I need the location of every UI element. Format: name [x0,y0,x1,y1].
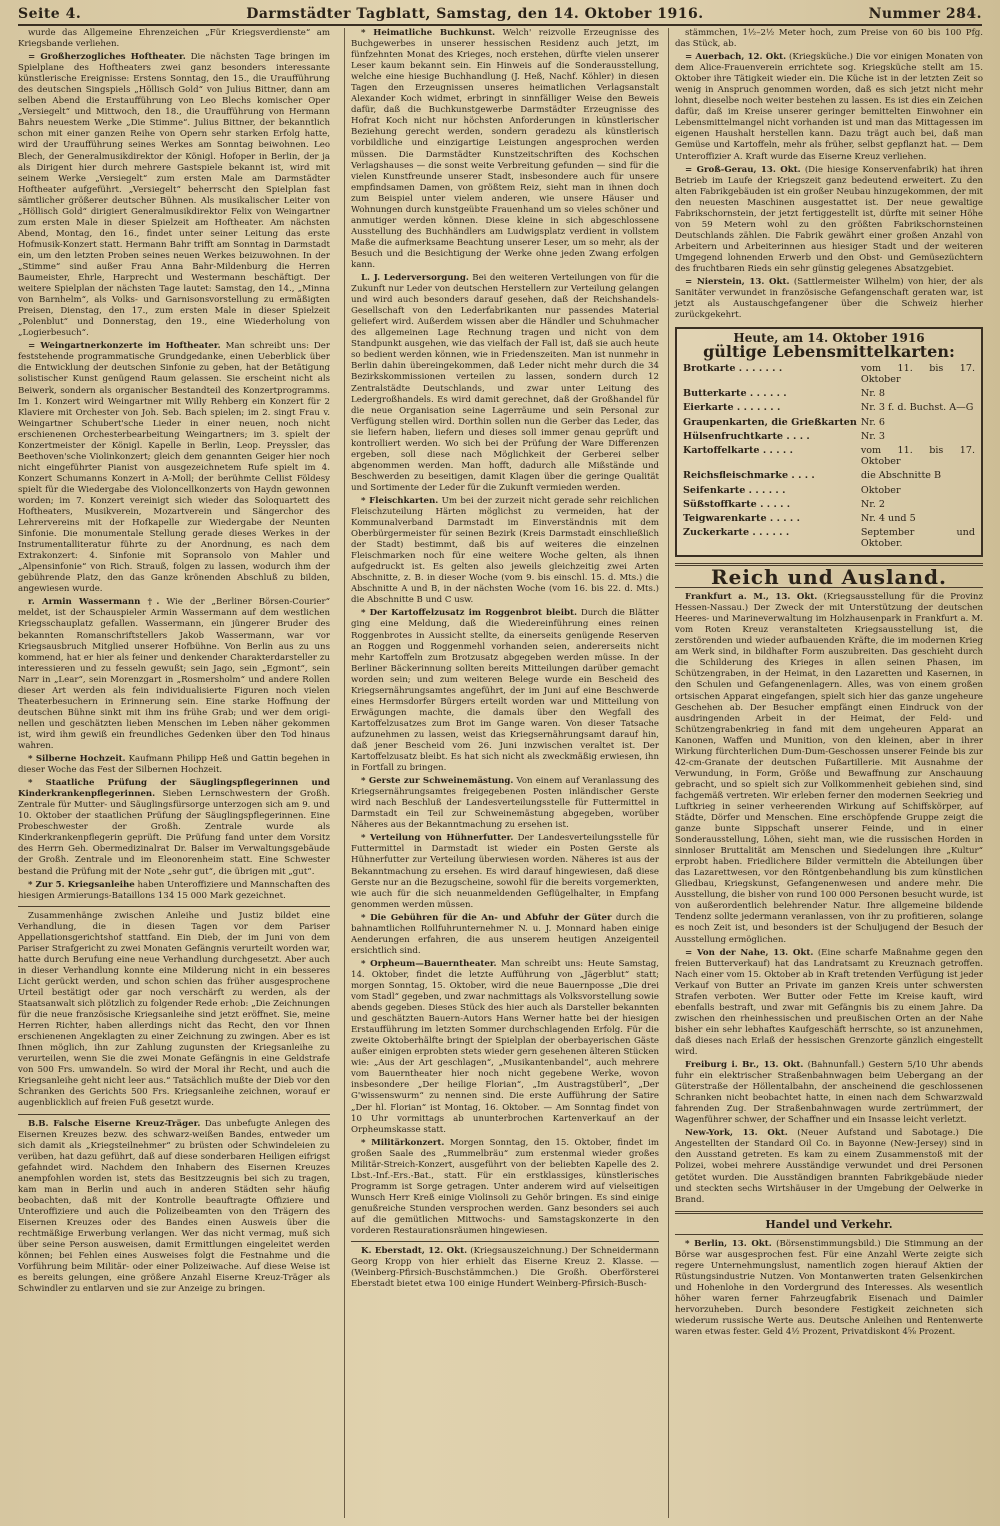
article-text [675,592,983,946]
article-body: (Eine scharfe Maßnahme gegen den freien Butterverkauf) hat das Landratsamt zu Kreuznach getroffen. Nach einer vom 15. Oktober ab in Kraft tretenden Verfügung ist jeder Verkauf von Butter an Private im ganzen Kreis unter schwersten Strafen verboten. Wer Butter oder Fette im Kreise kauft, wird ebenfalls bestraft, und zwar mit Gefängnis bis zu einem Jahre. Da zwischen den rheinhessischen und preußischen Orten an der Nahe bisher ein sehr lebhaftes Kaufgeschäft herrschte, so ist anzunehmen, daß dieses nach Erlaß der hessischen Grenzorte gänzlich eingestellt wird. [675,947,983,1057]
ration-box-heading-date: Heute, am 14. Oktober 1916 [733,331,925,346]
ration-row [683,387,975,401]
article [675,52,983,162]
article [351,776,659,831]
article [18,52,330,339]
ration-card-name: Brotkarte . . . . . . . [683,362,783,374]
ration-row [683,483,975,497]
article [675,1060,983,1126]
article-headline: * Zur 5. Kriegsanleihe [28,879,135,890]
ration-card-name: Süßstoffkarte . . . . . [683,498,791,510]
article-text [675,1128,983,1205]
divider [675,1234,983,1235]
page-number: Seite 4. [18,6,82,22]
ration-card-validity: Nr. 3 [860,430,885,442]
article-text [351,496,659,606]
ration-card-name: Kartoffelkarte . . . . . [683,445,793,457]
ration-card-name: Reichsfleischmarke . . . . [683,470,815,482]
article-headline: B.B. Falsche Eiserne Kreuz-Träger. [28,1118,201,1129]
ration-card-validity: Oktober [860,484,901,496]
article-headline: * Gerste zur Schweinemästung. [361,776,514,787]
article [351,496,659,606]
ration-card-validity: vom 11. bis 17. Oktober [860,362,975,385]
article-body: Welch' reizvolle Erzeugnisse des Buchgewerbes in unserer hessischen Residenz auch jetzt, im fünfzehnten Monat des Krieges, noch erstehen, dürfte vielen unserer Leser kaum bekannt sein. Ein Hinweis auf die Sonderausstellung, welche eine hiesige Buchhandlung (J. Heß, Nachf. Köhler) in diesen Tagen den Erzeugnissen unseres heimatlichen Verlagsanstalt Alexander Koch widmet, erbringt in sinnfälliger Weise den Beweis dafür, daß die Buchkunstgewerbe Darmstädter Erzeugnisse des Hofrat Koch nicht nur höchsten Anforderungen in künstlerischer Beziehung gerecht werden, sondern geradezu als künstlerisch vorbildliche und einzigartige Leistungen angesprochen werden müssen. Die Darmstädter Kunstzeitschriften des Kochschen Verlagshauses — die sonst weite Verbreitung gefunden — sind für die vielen Kunstfreunde unserer Stadt, insbesondere auch für unsere empfindsamen Damen, von größtem Reiz, sieht man in ihnen doch zum Beispiel unter vielem anderen, wie unsere Häuser und Wohnungen durch kunstgeübte Frauenhand um so vieles schöner und anmutiger werden können. Diese kleine in sich abgeschlossene Ausstellung des Buchhändlers am Ludwigsplatz verdient in vollstem Maße die aufmerksame Beachtung unserer Leser, um so mehr, als der Besuch und die Besichtigung der Werke ohne jeden Zwang erfolgen kann. [351,28,659,270]
ration-card-validity: September und Oktober. [860,527,975,550]
article [351,959,659,1136]
article-body: Bei den weiteren Verteilungen von für die Zukunft nur Leder von deutschen Herstellern zur Verteilung gelangen und wird auch besonders darauf gesehen, daß der Reichshandels-Gesellschaft von den Lederfabrikanten nur passendes Material geliefert wird. Außerdem wissen aber die Händler und Schuhmacher des allgemeinen Lage Rechnung tragen und nicht von dem Standpunkt ausgehen, wie das vielfach der Fall ist, daß sie auch heute so bedient werden können, wie in Friedenszeiten. Man ist nunmehr in Berlin dahin übereingekommen, daß Leder nicht mehr durch die 34 Bezirkskommissionen verteilen zu lassen, sondern durch 12 Zentralstädte Deutschlands, und zwar unter Leitung des Ledergroßhandels. Es wird damit gerechnet, daß der Großhandel für die neue Organisation seine Lagerräume und sein Personal zur Verfügung stellen wird. Dorthin sollen nun die Gerber das Leder, das sie liefern haben, liefern und dieses soll immer genau geprüft und kontrolliert werden. Wo sich bei der Prüfung der Ware Differenzen ergeben, soll diese nach Möglichkeit der Gerberei selber abgenommen werden. Man hofft, dadurch alle Mißstände und Beschwerden zu beseitigen, damit Klagen über die geringe Qualität und Sortimente der Leder für die Zukunft vermieden werden. [351,273,659,493]
article-text [18,28,330,50]
article-body: wurde das Allgemeine Ehrenzeichen „Für Kriegsverdienste“ am Kriegsbande verliehen. [18,28,330,50]
article-body: Wie der „Berliner Börsen-Courier“ meldet, ist der Schauspieler Armin Wassermann auf dem westlichen Kriegsschauplatz gefallen. Wassermann, ein jüngerer Bruder des bekannten Romanschriftstellers Jakob Wassermann, war vor Kriegsausbruch Mitglied unserer Hofbühne. Von Berlin aus zu uns kommend, hat er hier als feiner und denkender Charakterdarsteller zu interessieren und zu fesseln gewußt; sein Jago, sein „Egmont“, sein Narr in „Lear“, sein Morenzgart in „Rosmersholm“ und andere Rollen dieser Art werden als fein individualisierte Figuren noch vielen Theaterbesuchern in Erinnerung sein. Eine starke Hoffnung der deutschen Bühne sinkt mit ihm ins frühe Grab; und wer dem origi-nellen und geschätzten lieben Menschen im Leben näher gekommen ist, wird ihm gewiß ein freundliches Gedenken über den Tod hinaus wahren. [18,597,330,751]
article-headline: * Orpheum—Bauerntheater. [361,958,497,969]
article-headline: * Berlin, 13. Okt. [685,1238,772,1249]
article-text [18,52,330,339]
article [675,28,983,50]
article-headline: = Weingartnerkonzerte im Hoftheater. [28,341,221,352]
ration-row [683,512,975,526]
ration-card-validity: Nr. 2 [860,498,885,510]
article-body: Das unbefugte Anlegen des Eisernen Kreuzes bezw. des schwarz-weißen Bandes, entweder um sich damit als „Kriegsteilnehmer“ zu brüsten oder Schwindeleien zu verüben, hat dazu geführt, daß auf diese sonderbaren Heiligen eifrigst gefahndet wird. Nachdem den Inhabern des Eisernen Kreuzes anempfohlen worden ist, stets das Besitzzeugnis bei sich zu tragen, kam man in Berlin und auch in anderen Städten sehr häufig beobachten, daß mit der Kontrolle beauftragte Offiziere und Unteroffiziere und auch die Polizeibeamten von den Trägern des Eisernen Kreuzes oder des Bandes einen Ausweis über die rechtmäßige Erwerbung verlangen. Wer das nicht vermag, muß sich über seine Person ausweisen, damit Ermittlungen eingeleitet werden können; bei Fehlen eines Ausweises folgt die Festnahme und die Vorführung beim Militär- oder einer Polizeiwache. Auf diese Weise ist es bereits gelungen, eine größere Anzahl Eiserne Kreuz-Träger als Schwindler zu entlarven und sie zur Anzeige zu bringen. [18,1118,330,1295]
article-body: (Kriegsküche.) Die vor einigen Monaten von dem Alice-Frauenverein errichtete sog. Kriegsküche stellt am 15. Oktober ihre Tätigkeit wieder ein. Die Küche ist in der letzten Zeit so wenig in Anspruch genommen worden, daß es sich jetzt nicht mehr lohnt, dieselbe noch weiter bestehen zu lassen. Es ist dies ein Zeichen dafür, daß im Kreise unserer geringer bemittelten Einwohner ein Lebensmittelmangel nicht vorhanden ist und man das Mittagessen im eigenen Haushalt herstellen kann. Dazu trägt auch bei, daß man Gemüse und Kartoffeln, mehr als früher, selbst gepflanzt hat. — Dem Unteroffizier A. Kraft wurde das Eiserne Kreuz verliehen. [675,52,983,162]
article [18,28,330,50]
article-headline: = Nierstein, 13. Okt. [685,277,790,288]
ration-card-validity: Nr. 6 [860,416,885,428]
article-text [351,833,659,910]
article-headline: = Auerbach, 12. Okt. [685,52,787,63]
ration-row [683,415,975,429]
ration-card-name: Hülsenfruchtkarte . . . . [683,430,810,442]
article [675,277,983,321]
article-text [675,28,983,50]
article [675,1128,983,1205]
ration-row [683,444,975,469]
article-headline: * Verteilung von Hühnerfutter. [361,833,514,844]
article-text [351,959,659,1136]
column-3-handel [675,1239,983,1338]
article-body: (Börsenstimmungsbild.) Die Stimmung an der Börse war ausgesprochen fest. Für eine Anzahl Werte zeigte sich regere Unternehmungslust, namentlich zogen hierauf Aktien der Rüstungsindustrie Nutzen. Von Montanwerten traten Gelsenkirchen und Hohenlohe in den Vordergrund des Interesses. Als wesentlich höher waren ferner Fahrzeugfabrik Eisenach und Daimler hervorzuheben. Durch besondere Festigkeit zeichneten sich wiederum russische Werte aus. Deutsche Anleihen und Rentenwerte waren etwas fester. Geld 4½ Prozent, Privatdiskont 4⅝ Prozent. [675,1238,983,1338]
column-3-reich [675,592,983,1206]
article [351,608,659,774]
article-body: Der Landesverteilungsstelle für Futtermittel in Darmstadt ist wieder ein Posten Gerste als Hühnerfutter zur Verteilung überwiesen worden. Näheres ist aus der Bekanntmachung zu ersehen. Es wird darauf hingewiesen, daß diese Gerste nur an die Bezugscheine, sowohl für die bereits vorgemerkten, wie auch für die sich neuanmeldenden Geflügelhalter, in Empfang genommen werden müssen. [351,833,659,910]
article-body: stämmchen, 1½–2½ Meter hoch, zum Preise von 60 bis 100 Pfg. das Stück, ab. [675,28,983,50]
article-text [675,277,983,321]
article-headline: Frankfurt a. M., 13. Okt. [685,592,818,603]
article-body: Um bei der zurzeit nicht gerade sehr reichlichen Fleischzuteilung Härten möglichst zu vermeiden, hat der Kommunalverband Darmstadt im Einverständnis mit dem Oberbürgermeister für seinen Bezirk (Kreis Darmstadt einschließlich der Stadt) bestimmt, daß bis auf weiteres die einzelnen Fleischmarken noch für eine weitere Woche gelten, als ihnen aufgedruckt ist. Es gelten also jeweils gleichzeitig zwei Arten Abschnitte, z. B. in dieser Woche (vom 9. bis einschl. 15. d. Mts.) die Abschnitte A und B, in der nächsten Woche (vom 16. bis 22. d. Mts.) die Abschnitte B und C usw. [351,495,659,606]
column-3-intro [675,28,983,321]
ration-card-name: Zuckerkarte . . . . . . [683,527,790,539]
article-text [18,880,330,902]
article-headline: * Staatliche Prüfung der Säuglingspflegerinnen und Kinderkrankenpflegerinnen. [18,778,330,800]
article [18,597,330,752]
ration-row [683,401,975,415]
article-text [18,597,330,752]
ration-row [683,361,975,386]
article-text [351,608,659,774]
ration-box-heading: gültige Lebensmittelkarten: [703,342,955,362]
ration-card-validity: Nr. 3 f. d. Buchst. A—G [860,402,974,414]
article [675,592,983,946]
issue-number: Nummer 284. [868,6,982,22]
article [351,28,659,271]
article-text [18,911,330,1110]
ration-card-name: Teigwarenkarte . . . . . [683,513,800,525]
ration-card-validity: vom 11. bis 17. Oktober [860,445,975,468]
article-headline: * Heimatliche Buchkunst. [361,28,496,38]
article-body: Man schreibt uns: Heute Samstag, 14. Oktober, findet die letzte Aufführung von „Jägerblut“ statt; morgen Sonntag, 15. Oktober, wird die neue Bauernposse „Die drei vom Stadl“ gegeben, und zwar nachmittags als Volksvorstellung sowie abends gegeben. Dieses Stück des hier auch als Darsteller bekannten und geschätzten Bauern-Autors Hans Werner hatte bei der hiesigen Erstaufführung im letzten Sommer durchschlagenden Erfolg. Für die zweite Oktoberhälfte bringt der Spielplan der oberbayerischen Gäste außer einigen erprobten stets wieder gern gesehenen älteren Stücken wie: „Aus der Art geschlagen“, „Musikantenbandel“, auch mehrere vom Bauerntheater hier noch nicht gegebene Werke, wovon insbesondere „Der heilige Florian“, „Im Austragstüberl“, „Der G'wissenswurm“ zu nennen sind. Die erste Aufführung der Satire „Der hl. Florian“ ist Montag, 16. Oktober. — Am Sonntag findet von 10 Uhr vormittags ab ununterbrochen Kartenverkauf an der Orpheumskasse statt. [351,958,659,1135]
column-1 [18,28,330,1518]
article [18,1119,330,1296]
article-text [18,1119,330,1296]
ration-row [683,429,975,443]
article-headline: New-York, 13. Okt. [685,1128,788,1139]
article-text [675,1239,983,1338]
article-text [675,165,983,275]
article-text [351,776,659,831]
article-body: durch die bahnamtlichen Rollfuhrunternehmer N. u. J. Monnard haben einige Aenderungen erfahren, die aus unserem heutigen Anzeigenteil ersichtlich sind. [351,912,659,956]
article-headline: L. J. Lederversorgung. [361,273,469,284]
article-body: Zusammenhänge zwischen Anleihe und Justiz bildet eine Verhandlung, die in diesen Tagen vor dem Pariser Appellationsgerichtshof stattfand. Ein Dieb, der im Juni von dem Pariser Strafgericht zu zwei Monaten Gefängnis verurteilt worden war, hatte durch Berufung eine neue Verhandlung durchgesetzt. Aber auch in dieser Verhandlung konnte eine Milderung nicht in ein besseres Licht gerückt werden, und schon schien das früher ausgesprochene Urteil bestätigt oder gar noch verschärft zu werden, als der Staatsanwalt sich plötzlich zu folgender Rede erhob: „Die Zeichnungen für die neue französische Kriegsanleihe sind jetzt eröffnet. Sie, meine Herren Richter, haben allerdings nicht das Recht, den vor Ihnen erschienenen Angeklagten zu einer Zeichnung zu zwingen. Aber es ist Ihnen möglich, ihn zur Zahlung zugunsten der Kriegsanleihe zu verurteilen, wenn Sie die zwei Monate Gefängnis in eine Geldstrafe von 500 Frs. umwandeln. So wird der Moral ihr Recht, und auch die Kriegsanleihe geht nicht leer aus.“ Tatsächlich mußte der Dieb vor den Schranken des Gerichts 500 Frs. Kriegsanleihe zeichnen, worauf er augenblicklich auf freien Fuß gesetzt wurde. [18,910,330,1109]
article-text [675,1060,983,1126]
article-body: (Die hiesige Konservenfabrik) hat ihren Betrieb im Laufe der Kriegszeit ganz bedeutend erweitert. Zu den alten Fabrikgebäuden ist ein großer Neubau hinzugekommen, der mit den neuesten Maschinen ausgestattet ist. Der neue gewaltige Fabrikschornstein, der jetzt fertiggestellt ist, dürfte mit seiner Höhe von 59 Metern wohl zu den größten Fabrikschornsteinen Deutschlands zählen. Die Fabrik gewährt einer großen Anzahl von Arbeitern und Arbeiterinnen aus hiesiger Stadt und der weiteren Umgegend lohnenden Erwerb und den Obst- und Gemüsezüchtern des fruchtbaren Rieds ein sehr günstig gelegenes Absatzgebiet. [675,164,983,274]
divider [18,906,330,907]
divider [18,1114,330,1115]
ration-card-validity: Nr. 8 [860,388,885,400]
article-headline: * Die Gebühren für die An- und Abfuhr der Güter [361,912,612,923]
article [18,911,330,1110]
article-body: Von einem auf Veranlassung des Kriegsernährungsamtes freigegebenen Posten inländischer Gerste wird nach Beschluß der Landesverteilungsstelle für Futtermittel in Darmstadt ein Teil zur Schweinemästung abgegeben, worüber Näheres aus der Bekanntmachung zu ersehen ist. [351,776,659,831]
ration-card-name: Graupenkarten, die Grießkarten [683,416,857,428]
article [351,833,659,910]
article-headline: * Militärkonzert. [361,1137,445,1148]
article [351,273,659,494]
article [675,948,983,1058]
article [675,165,983,275]
article-text [351,913,659,957]
article-headline: * Fleischkarten. [361,495,439,506]
article-body: (Neuer Aufstand und Sabotage.) Die Angestellten der Standard Oil Co. in Bayonne (New-Jersey) sind in den Ausstand getreten. Es kam zu einem Zusammenstoß mit der Polizei, wobei mehrere Ausständige verwundet und drei Personen getötet wurden. Die Ausständigen brannten Fabrikgebäude nieder und steckten sechs Wirtshäuser in der Umgebung der Oelwerke in Brand. [675,1128,983,1205]
article-body: Die nächsten Tage bringen im Spielplane des Hoftheaters zwei ganz besonders interessante künstlerische Ereignisse: Erstens Sonntag, den 15., die Uraufführung des deutschen Singspiels „Höllisch Gold“ von Julius Bittner, dann am selben Abend die Erstaufführung von Leo Blechs komischer Oper „Versiegelt“ und Mittwoch, den 18., die Uraufführung von Hermann Bahrs neuestem Werke „Die Stimme“. Julius Bittner, der bekanntlich schon mit einer ganzen Reihe von Opern sehr starken Erfolg hatte, wird der Uraufführung seines Werkes am Sonntag beiwohnen. Leo Blech, der Generalmusikdirektor der Königl. Hofoper in Berlin, der ja als Dirigent hier durch mehrere Gastspiele bekannt ist, wird mit seinem Werke „Versiegelt“ zum ersten Male am Darmstädter Hoftheater aufgeführt. „Versiegelt“ beherrscht den Spielplan fast sämtlicher größerer deutscher Bühnen. Als musikalischer Leiter von „Höllisch Gold“ dirigiert Generalmusikdirektor Felix von Weingartner zum ersten Male in dieser Spielzeit am Hoftheater. Am nächsten Abend, Montag, den 16., findet unter seiner Leitung das erste Hofmusik-Konzert statt. Hermann Bahr trifft am Sonntag in Darmstadt ein, um den letzten Proben seines neuen Werkes beizuwohnen. In der „Stimme“ sind außer Frau Anna Bahr-Mildenburg die Herren Baumeister, Ehrle, Harprecht und Westermann beschäftigt. Der weitere Spielplan der nächsten Tage lautet: Samstag, den 14., „Minna von Barnhelm“, als Volks- und Garnisonsvorstellung zu ermäßigten Preisen, Dienstag, den 17., zum ersten Male in dieser Spielzeit „Polenblut“ und Donnerstag, den 19., eine Wiederholung von „Logierbesuch“. [18,52,330,339]
article [351,913,659,957]
ration-card-validity: die Abschnitte B [860,470,942,482]
ration-card-name: Butterkarte . . . . . . [683,388,787,400]
article-body: haben Unteroffiziere und Mannschaften des hiesigen Armierungs-Bataillons 134 15 000 Mark gezeichnet. [18,879,330,901]
article-body: (Kriegsausstellung für die Provinz Hessen-Nassau.) Der Zweck der mit Unterstützung der deutschen Heeres- und Marineverwaltung im Holzhausenpark in Frankfurt a. M. vom Roten Kreuz veranstalteten Kriegsausstellung ist, die zerstörenden und wieder aufbauenden Kräfte, die im modernen Krieg am Werk sind, in bildhafter Form auszubreiten. Das geschieht durch die Schilderung des Krieges in allen seinen Phasen, im Schützengraben, in der Heimat, in den Lazaretten und Kasernen, in den Schulen und Gefangenenlagern. Alles, was von einem großen ortsischen Apparat eingefangen, spielt sich hier das ganze ungeheure Geschehen ab. Der Besucher empfängt einen Eindruck von der ausdringenden Arbeit in der Heimat, der Feld- und Schützengrabenkrieg in fand mit dem ungeheuren Apparat an Kanonen, Waffen und Munition, von den kleinen, aber in ihrer Wirkung fürchterlichen Dum-Dum-Geschossen unserer Feinde bis zur 42-cm-Granate der deutschen Fußartillerie. Mit Ausnahme der Verwundung, in Form, Größe und Bewaffnung zur Anschauung gebracht, und so spielt sich zur Vollkommenheit gebiehen sind, sind fachgemäß vertreten. Wir erleben ferner den modernen Seekrieg und Luftkrieg in seiner verheerenden Wirkung auf Schiffskörper, auf Städte, Dörfer und Menschen. Eine erschöpfende Gruppe zeigt die ganze bunte Sippschaft unserer Feinde, und in einer Sonderausstellung, Löhen, sieht man, wie die russischen Horden in sinnloser Bruttalität am Menschen und Siedelungen ihre „Kultur“ erprobt haben. Friedlichere Bilder vermitteln die Abteilungen über das Lazarettwesen, vor den Röntgenbehandlung bis zum künstlichen Gliedbau, Kriegskunst, Gefangenenwesen und andere mehr. Die Ausstellung, die bisher von rund 100 000 Personen besucht wurde, ist von außerordentlich belehrender Natur. Ihre allgemeine bildende Tendenz sollte jedermann veranlassen, von ihr zu profitieren, solange es noch Zeit ist, und besonders ist der Schuljugend der Besuch der Ausstellung ermöglichen. [675,592,983,945]
article-body: Morgen Sonntag, den 15. Oktober, findet im großen Saale des „Rummelbräu“ zum erstenmal wieder großes Militär-Streich-Konzert, ausgeführt von der beliebten Kapelle des 2. Lbst.-Inf.-Ers.-Bat., statt. Für ein erstklassiges, künstlerisches Programm ist Sorge getragen. Unter anderem wird auf vielseitigen Wunsch Herr Kreß einige Violinsoli zu Gehör bringen. Es sind einige genußreiche Stunden versprochen werden. Ganz besonders sei auch auf die gemütlichen Mittwochs- und Samstagskonzerte in den vorderen Restaurationsräumen hingewiesen. [351,1137,659,1237]
article-body: Man schreibt uns: Der feststehende programmatische Grundgedanke, einen Ueberblick über die Entwicklung der deutschen Sinfonie zu geben, hat der Betätigung solistischer Kunst genügend Raum gelassen. Sie erscheint nicht als Beiwerk, sondern als organischer Bestandteil des Konzertprogramms. Im 1. Konzert wird Weingartner mit Willy Rehberg ein Konzert für 2 Klaviere mit Orchester von Joh. Seb. Bach spielen; im 2. singt Frau v. Weingartner Schubert'sche Lieder in einer neuen, noch nicht erschienenen Orchesterbearbeitung Weingartners; im 3. spielt der Konzertmeister der Königl. Kapelle in Berlin, Leop. Preyssler, das Beethoven'sche Violinkonzert; gleich dem genannten Geiger hier noch nicht eingeführter Pianist von ausgezeichnetem Rufe spielt im 4. Konzert Schumanns Konzert in A-Moll; der berühmte Cellist Földesy spielt für die Wiedergabe des Violoncellkonzerts von Haydn gewonnen worden; im 7. Konzert vereinigt sich wieder das Soloquartett des Hoftheaters, Musikverein, Mozartverein und Sängerchor des Lehrervereins mit der Hofkapelle zur Wiedergabe der Neunten Sinfonie. Die monumentale Stellung gerade dieses Werkes in der Instrumentalliteratur führte zu der Anordnung, es nach dem Extrakonzert: 4. Sinfonie mit Sopransolo von Mahler und „Alpensinfonie“ von Rich. Strauß, folgen zu lassen, wodurch ihm der gebührende Platz, den das Ganze krönenden Abschluß zu bilden, angewiesen wurde. [18,341,330,595]
column-2 [344,28,659,1518]
article-headline: r. Armin Wassermann †. [28,597,160,608]
article-headline: = Groß-Gerau, 13. Okt. [685,164,801,175]
ration-row [683,526,975,551]
article-headline: * Der Kartoffelzusatz im Roggenbrot bleibt. [361,608,577,619]
article [18,754,330,776]
article-headline: K. Eberstadt, 12. Okt. [361,1246,468,1257]
article-text [351,1138,659,1237]
ration-row [683,469,975,483]
article-text [351,1246,659,1290]
section-title-handel: Handel und Verkehr. [765,1217,893,1231]
ration-card-name: Eierkarte . . . . . . . [683,402,781,414]
article-body: Sieben Lernschwestern der Großh. Zentrale für Mutter- und Säuglingsfürsorge unterzogen sich am 9. und 10. Oktober der staatlichen Prüfung der Säuglingspflegerinnen. Eine Probeschwester der Großh. Zentrale wurde als Kinderkrankenpflegerin geprüft. Die Prüfung fand unter dem Vorsitz des Herrn Geh. Obermedizinalrat Dr. Balser im Verwaltungsgebäude der Großh. Zentrale und im Eleonorenheim statt. Eine Schwester bestand die Prüfung mit der Note „sehr gut“, die übrigen mit „gut“. [18,789,330,877]
article-body: (Kriegsauszeichnung.) Der Schneidermann Georg Kropp von hier erhielt das Eiserne Kreuz 2. Klasse. — (Weinberg-Pfirsich-Buschstämmchen.) Die Großh. Oberförsterei Eberstadt bietet etwa 100 einige Hundert Weinberg-Pfirsich-Busch- [351,1246,659,1290]
ration-card-table [683,361,975,551]
article-text [18,778,330,877]
newspaper-title: Darmstädter Tagblatt, Samstag, den 14. Oktober 1916. [246,6,704,22]
article [675,1239,983,1338]
article [18,341,330,595]
divider [351,1241,659,1242]
ration-row [683,497,975,511]
masthead [18,4,982,26]
article-headline: Freiburg i. Br., 13. Okt. [685,1060,804,1071]
article [351,1246,659,1290]
article-body: Durch die Blätter ging eine Meldung, daß die Wiedereinführung eines reinen Roggenbrotes in Aussicht stellte, da einerseits genügende Reserven an Roggen und Roggenmehl vorhanden seien, andererseits nicht mehr Kartoffeln zum Brotzusatz abgegeben werden müsse. In der Berliner Bäckerinnung sollten bereits Mitteilungen darüber gemacht worden sein; und zum weiteren Belege wurde ein Bescheid des Kriegsernährungsamtes angeführt, der im Juni auf eine Beschwerde eines Hermsdorfer Bürgers erteilt worden war und Mitteilung von Erwägungen machte, die damals über den Wegfall des Kartoffelzusatzes zum Brot im Gange waren. Von dieser Tatsache aufzunehmen zu lassen, weist das Kriegsernährungsamt darauf hin, daß jener Bescheid vom 26. Juni inzwischen veraltet ist. Der Kartoffelzusatz bleibt. Es hat sich nicht als zweckmäßig erwiesen, ihn in Fortfall zu bringen. [351,608,659,774]
column-3 [668,28,983,1518]
article-headline: * Silberne Hochzeit. [28,754,126,765]
article-text [351,28,659,271]
article-body: (Bahnunfall.) Gestern 5/10 Uhr abends fuhr ein elektrischer Straßenbahnwagen beim Uebergang an der Güterstraße der Höllentalbahn, der anscheinend die geschlossenen Schranken nicht beobachtet hatte, in einen nach dem Schwarzwald fahrenden Zug. Der Straßenbahnwagen wurde zertrümmert, der Wagenführer schwer, der Schaffner und ein Insasse leicht verletzt. [675,1060,983,1126]
article-body: Kaufmann Philipp Heß und Gattin begehen in dieser Woche das Fest der Silbernen Hochzeit. [18,754,330,776]
article [18,880,330,902]
article [351,1138,659,1237]
ration-card-name: Seifenkarte . . . . . . [683,484,786,496]
article [18,778,330,877]
ration-card-box [675,327,983,557]
article-text [351,273,659,494]
section-title-reich: Reich und Ausland. [710,565,948,590]
article-text [18,754,330,776]
article-text [675,52,983,162]
article-headline: = Von der Nahe, 13. Okt. [685,947,814,958]
article-text [675,948,983,1058]
ration-card-validity: Nr. 4 und 5 [860,513,916,525]
article-text [18,341,330,595]
article-body: (Sattlermeister Wilhelm) von hier, der als Sanitäter verwundet in französische Gefangenschaft geraten war, ist jetzt als Austauschgefangener über die Schweiz hierher zurückgekehrt. [675,277,983,321]
divider [675,1211,983,1214]
article-headline: = Großherzogliches Hoftheater. [28,52,186,63]
